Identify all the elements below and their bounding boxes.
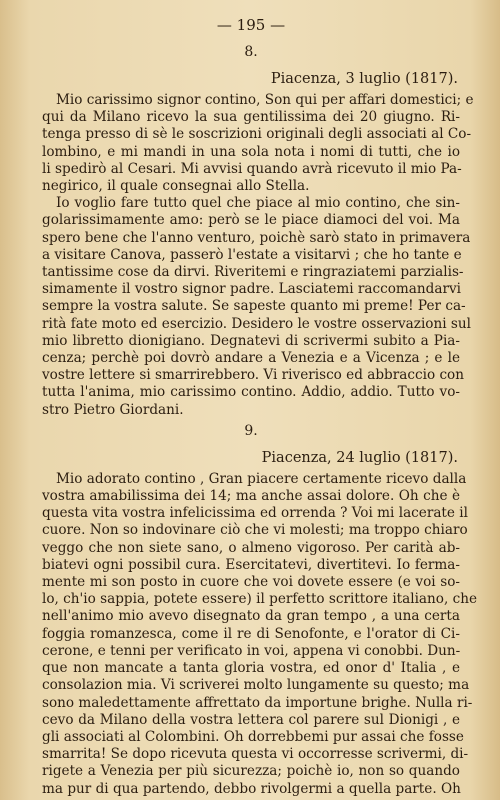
text-line: ma pur di qua partendo, debbo rivolgermi a quella parte. Oh bbox=[42, 780, 461, 797]
page-number-header: — 195 — bbox=[216, 16, 286, 34]
text-line: cenza; perchè poi dovrò andare a Venezia e a Vicenza ; e le bbox=[42, 350, 460, 367]
text-line: rigete a Venezia per più sicurezza; poichè io, non so quando bbox=[42, 763, 460, 780]
letter-dateline: Piacenza, 3 luglio (1817). bbox=[270, 71, 458, 87]
text-line: Io voglio fare tutto quel che piace al mio contino, che sin- bbox=[56, 195, 460, 212]
text-line: sono maledettamente affrettato da importune brighe. Nulla ri- bbox=[42, 694, 473, 711]
text-line: tenga presso di sè le soscrizioni originali degli associati al Co- bbox=[42, 126, 472, 143]
text-line: lombino, e mi mandi in una sola nota i nomi di tutti, che io bbox=[42, 143, 460, 160]
text-line: mente mi son posto in cuore che voi dovete essere (e voi so- bbox=[42, 574, 460, 591]
letter-paragraph bbox=[42, 92, 474, 195]
letter-number: 8. bbox=[244, 44, 258, 60]
text-line: vostra amabilissima dei 14; ma anche assai dolore. Oh che è bbox=[42, 488, 460, 505]
text-line: tantissime cose da dirvi. Riveritemi e ringraziatemi parzialis- bbox=[42, 264, 464, 281]
text-line: lo, ch'io sappia, potete essere) il perfetto scrittore italiano, che bbox=[42, 591, 478, 608]
letter-1 bbox=[42, 42, 474, 419]
letter-paragraph bbox=[42, 195, 471, 419]
text-line: spero bene che l'anno venturo, poichè sarò stato in primavera bbox=[42, 229, 471, 246]
letter-paragraph bbox=[42, 470, 478, 798]
text-line: simamente il vostro signor padre. Lasciatemi raccomandarvi bbox=[42, 281, 461, 298]
text-line: tutta l'anima, mio carissimo contino. Addio, addio. Tutto vo- bbox=[42, 384, 460, 401]
text-line: veggo che non siete sano, o almeno vigoroso. Per carità ab- bbox=[42, 539, 460, 556]
text-line: sempre la vostra salute. Se sapeste quanto mi preme! Per ca- bbox=[42, 298, 466, 315]
text-line: consolazion mia. Vi scriverei molto lungamente su questo; ma bbox=[42, 677, 470, 694]
text-line: biatevi ogni possibil cura. Esercitatevi, divertitevi. Io ferma- bbox=[42, 556, 460, 573]
text-line: a visitare Canova, passerò l'estate a visitarvi ; che ho tante e bbox=[42, 246, 462, 263]
letter-dateline: Piacenza, 24 luglio (1817). bbox=[261, 449, 458, 466]
text-line: smarrita! Se dopo ricevuta questa vi occorresse scrivermi, di- bbox=[42, 746, 469, 763]
letter-number: 9. bbox=[244, 422, 258, 439]
letter-2 bbox=[42, 421, 478, 798]
text-line: vostre lettere si smarrirebbero. Vi riverisco ed abbraccio con bbox=[42, 367, 464, 384]
text-line: stro Pietro Giordani. bbox=[42, 401, 184, 418]
text-line: qui da Milano ricevo la sua gentilissima dei 20 giugno. Ri- bbox=[42, 109, 460, 126]
text-line: cuore. Non so indovinare ciò che vi molesti; ma troppo chiaro bbox=[42, 522, 468, 539]
text-line: rità fate moto ed esercizio. Desidero le vostre osservazioni sul bbox=[42, 315, 471, 332]
text-line: questa vita vostra infelicissima ed orrenda ? Voi mi lacerate il bbox=[42, 505, 468, 522]
letters-container bbox=[42, 42, 478, 798]
text-line: Mio carissimo signor contino, Son qui per affari domestici; e bbox=[56, 92, 474, 108]
text-line: cerone, e tenni per verificato in voi, appena vi conobbi. Dun- bbox=[42, 642, 461, 659]
text-line: negirico, il quale consegnai allo Stella. bbox=[42, 178, 310, 195]
text-line: foggia romanzesca, come il re di Senofonte, e l'orator di Ci- bbox=[42, 625, 460, 642]
text-line: li spedirò al Cesari. Mi avvisi quando avrà ricevuto il mio Pa- bbox=[42, 160, 462, 177]
text-line: cevo da Milano della vostra lettera col parere sul Dionigi , e bbox=[42, 711, 460, 728]
text-line: que non mancate a tanta gloria vostra, ed onor d' Italia , e bbox=[42, 660, 460, 677]
text-line: gli associati al Colombini. Oh dorrebbemi pur assai che fosse bbox=[42, 728, 464, 745]
text-line: Mio adorato contino , Gran piacere certamente ricevo dalla bbox=[56, 470, 467, 487]
text-line: nell'animo mio avevo disegnato da gran tempo , a una certa bbox=[42, 608, 460, 625]
text-line: golarissimamente amo: però se le piace diamoci del voi. Ma bbox=[42, 212, 460, 229]
text-line: mio libretto dionigiano. Degnatevi di scrivermi subito a Pia- bbox=[42, 332, 460, 349]
